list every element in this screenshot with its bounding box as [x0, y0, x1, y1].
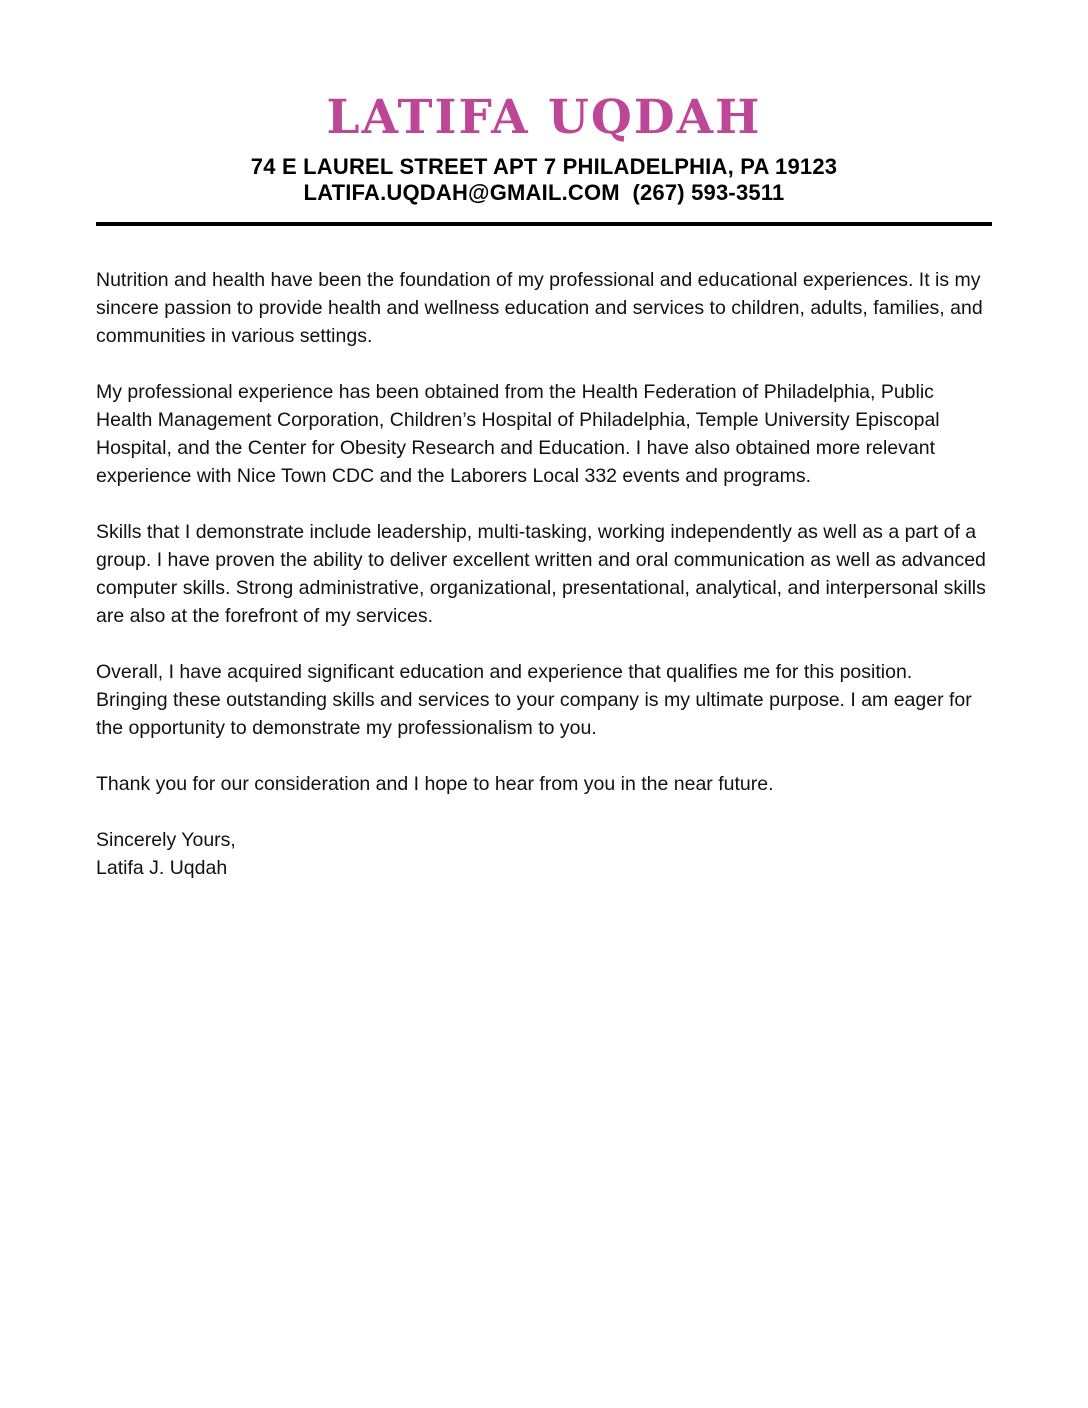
closing-block	[96, 826, 988, 882]
letter-header	[96, 92, 992, 226]
contact-line: 74 E LAUREL STREET APT 7 PHILADELPHIA, PA 19123 LATIFA.UQDAH@GMAIL.COM (267) 593-3511	[250, 153, 844, 205]
letter-paragraph: Nutrition and health have been the foundation of my professional and educational experiences. It is my sincere passion to provide health and wellness education and services to children, adults, families, and communities in various settings.	[96, 268, 983, 347]
letter-paragraph: Skills that I demonstrate include leadership, multi-tasking, working independently as well as a part of a group. I have proven the ability to deliver excellent written and oral communication as well as advanced computer skills. Strong administrative, organizational, presentational, analytical, and interpersonal skills are also at the forefront of my services.	[96, 520, 986, 627]
header-divider	[96, 222, 992, 226]
letter-paragraph: Overall, I have acquired significant education and experience that qualifies me for this position. Bringing these outstanding skills and services to your company is my ultimate purpose. I am eager for the opportunity to demonstrate my professionalism to you.	[96, 660, 972, 739]
page-title: LATIFA UQDAH	[326, 90, 762, 145]
letter-paragraph: My professional experience has been obtained from the Health Federation of Philadelphia, Public Health Management Corporation, Children’s Hospital of Philadelphia, Temple University Episcopal Hospital, and the Center for Obesity Research and Education. I have also obtained more relevant experience with Nice Town CDC and the Laborers Local 332 events and programs.	[96, 380, 940, 487]
letter-body	[96, 266, 988, 882]
letter-paragraphs	[96, 266, 988, 798]
letter-paragraph: Thank you for our consideration and I hope to hear from you in the near future.	[96, 772, 774, 795]
signature-line: Latifa J. Uqdah	[96, 856, 228, 879]
closing-line: Sincerely Yours,	[96, 828, 236, 851]
